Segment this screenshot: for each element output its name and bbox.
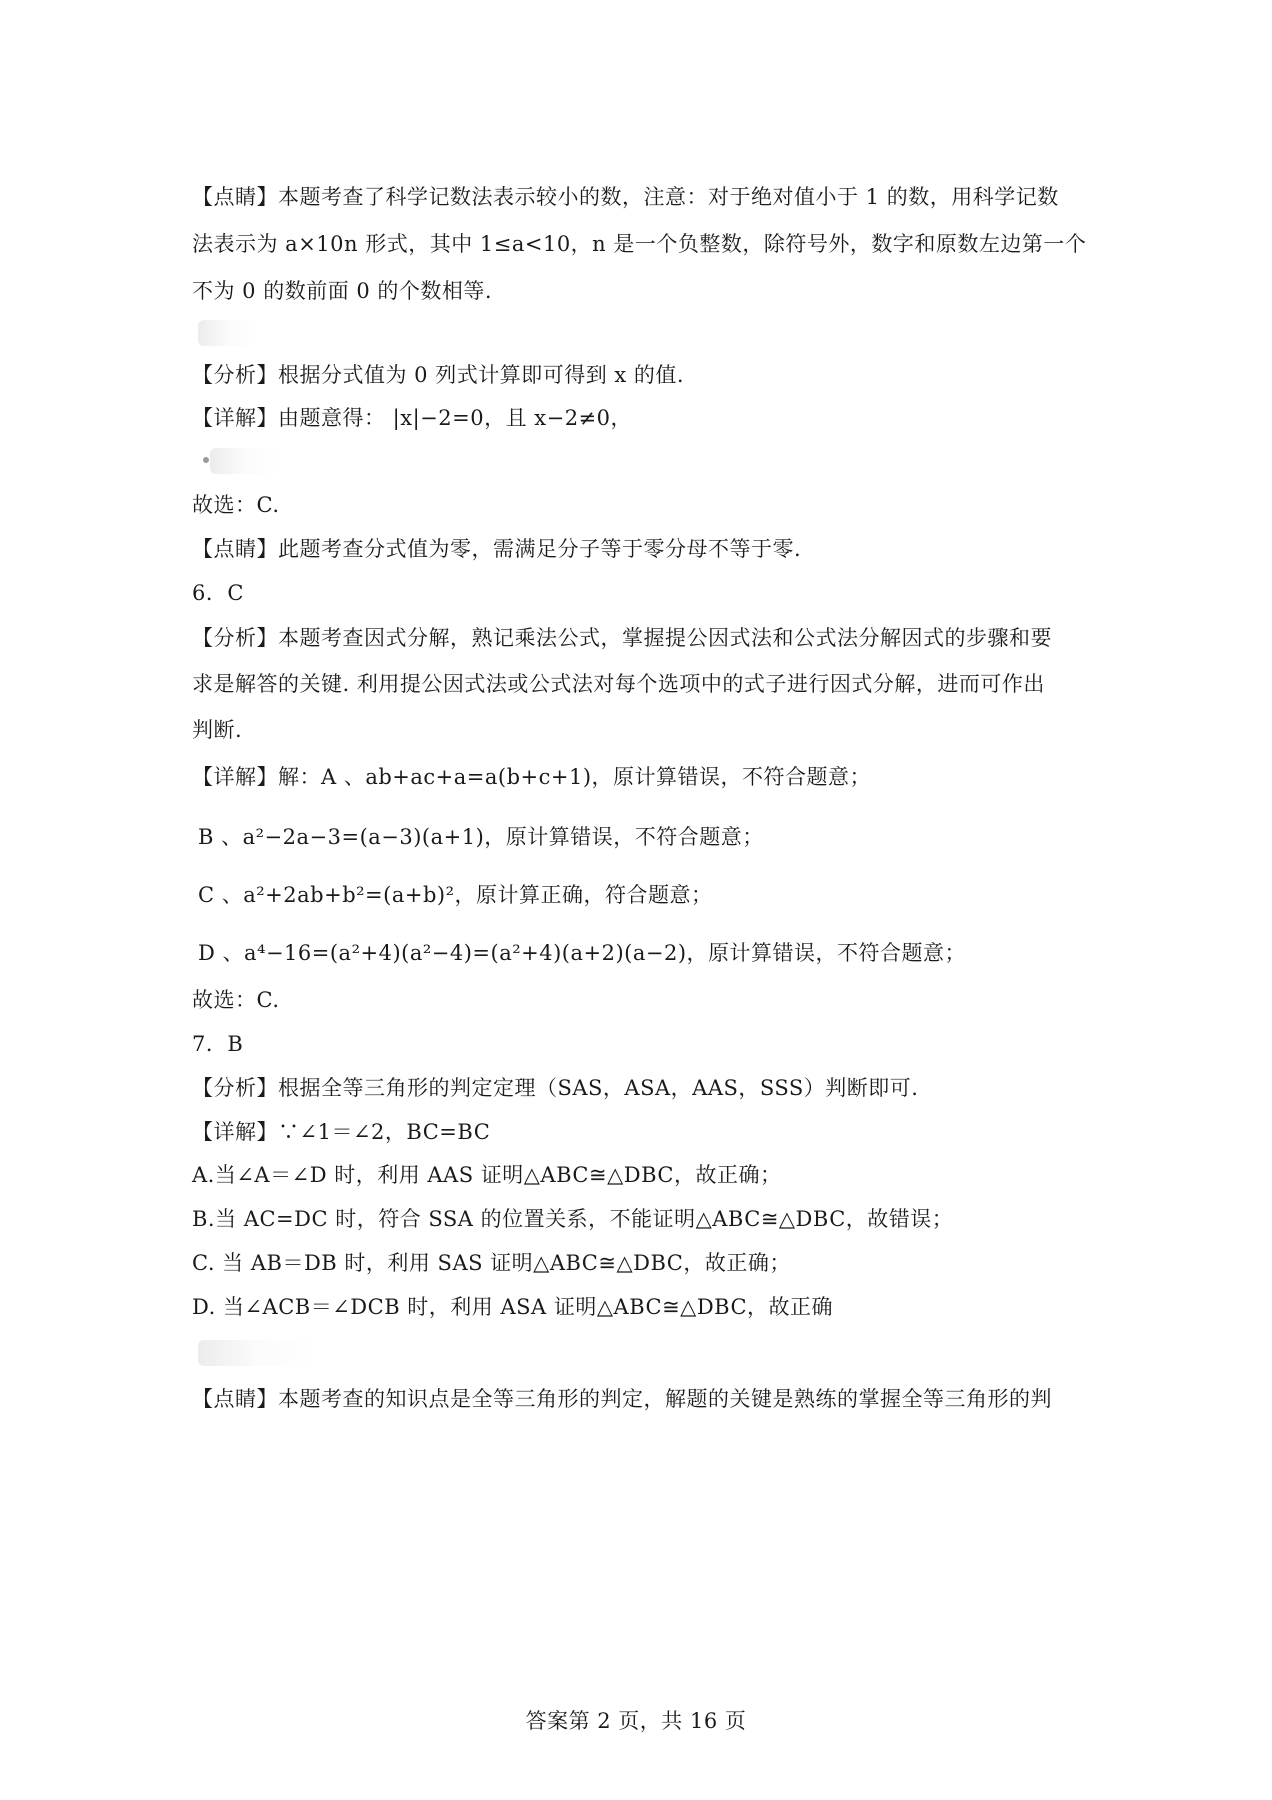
scan-smudge [210,448,280,474]
guxuan5-line: 故选：C. [192,493,280,517]
dianjing1-line-c: 不为 0 的数前面 0 的个数相等. [192,279,493,303]
page-footer: 答案第 2 页，共 16 页 [525,1709,747,1733]
dianjing5-line: 【点睛】此题考查分式值为零，需满足分子等于零分母不等于零. [192,537,802,561]
dianjing1-line-a: 【点睛】本题考查了科学记数法表示较小的数，注意：对于绝对值小于 1 的数，用科学记数 [192,185,1059,209]
xiangjie6-line-b: B 、a²−2a−3=(a−3)(a+1)，原计算错误，不符合题意； [198,825,764,849]
option-7-d: D. 当∠ACB＝∠DCB 时，利用 ASA 证明△ABC≅△DBC，故正确 [192,1295,834,1319]
fenxi7-line: 【分析】根据全等三角形的判定定理（SAS，ASA，AAS，SSS）判断即可. [192,1076,919,1100]
option-7-a: A.当∠A＝∠D 时，利用 AAS 证明△ABC≅△DBC，故正确； [192,1163,782,1187]
fenxi6-line-c: 判断. [192,718,243,742]
dianjing1-line-b: 法表示为 a×10n 形式，其中 1≤a<10，n 是一个负整数，除符号外，数字和原数左边第一个 [192,232,1087,256]
xiangjie6-line-d: D 、a⁴−16=(a²+4)(a²−4)=(a²+4)(a+2)(a−2)，原计算错误，不符合题意； [198,941,967,965]
question-6-answer: 6．C [192,581,244,605]
fenxi6-line-b: 求是解答的关键. 利用提公因式法或公式法对每个选项中的式子进行因式分解，进而可作出 [192,672,1045,696]
guxuan6-line: 故选：C. [192,988,280,1012]
xiangjie5-line: 【详解】由题意得： |x|−2=0，且 x−2≠0， [192,406,633,430]
xiangjie6-line-a: 【详解】解：A 、ab+ac+a=a(b+c+1)，原计算错误，不符合题意； [192,765,872,789]
scan-smudge [198,1340,318,1366]
dianjing7-line: 【点睛】本题考查的知识点是全等三角形的判定，解题的关键是熟练的掌握全等三角形的判 [192,1387,1052,1411]
scan-dot [203,457,209,463]
option-7-c: C. 当 AB＝DB 时，利用 SAS 证明△ABC≅△DBC，故正确； [192,1251,791,1275]
fenxi6-line-a: 【分析】本题考查因式分解，熟记乘法公式，掌握提公因式法和公式法分解因式的步骤和要 [192,626,1052,650]
xiangjie6-line-c: C 、a²+2ab+b²=(a+b)²，原计算正确，符合题意； [198,883,713,907]
xiangjie7-line: 【详解】∵∠1＝∠2，BC=BC [192,1120,491,1144]
scan-smudge [198,320,258,346]
question-7-answer: 7．B [192,1032,244,1056]
option-7-b: B.当 AC=DC 时，符合 SSA 的位置关系，不能证明△ABC≅△DBC，故错误； [192,1207,954,1231]
fenxi5-line: 【分析】根据分式值为 0 列式计算即可得到 x 的值. [192,363,685,387]
